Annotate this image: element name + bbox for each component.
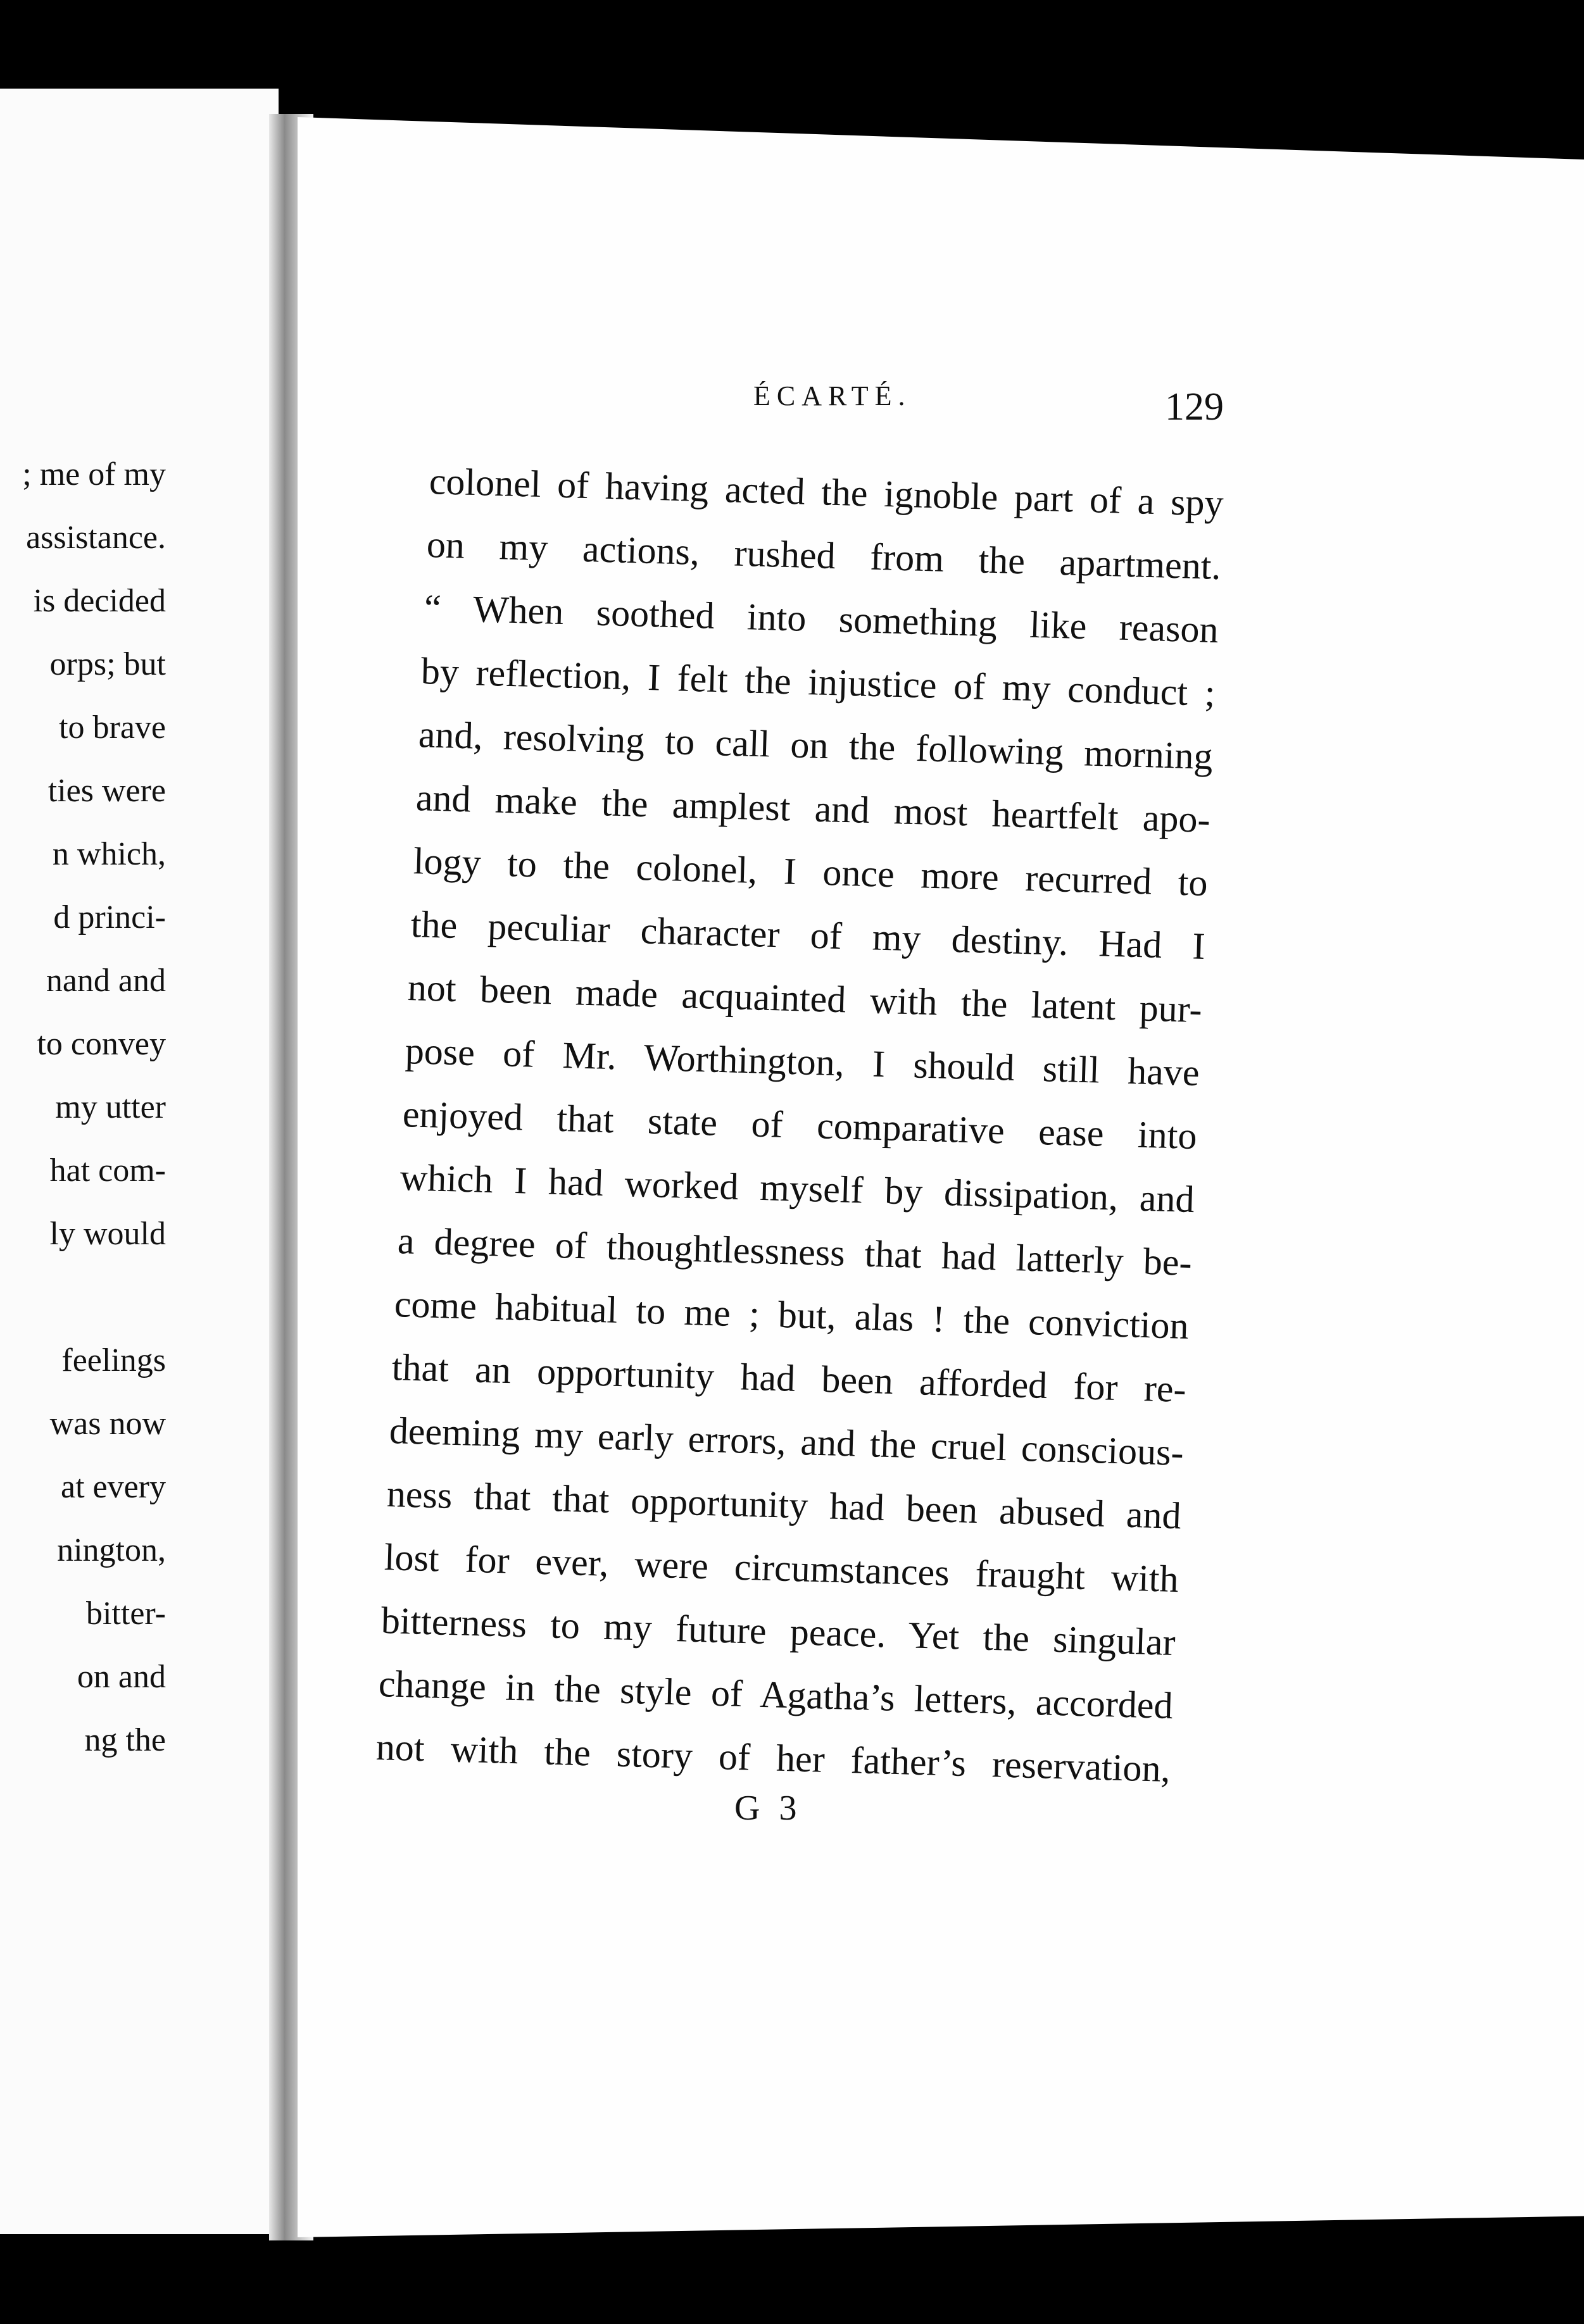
left-page-line: ly would: [49, 1216, 166, 1252]
left-page-line: n which,: [52, 836, 166, 872]
body-line: ness that that opportunity had been abused and: [386, 1473, 1182, 1537]
left-page-line: assistance.: [26, 520, 166, 556]
left-page-line: nand and: [46, 963, 166, 999]
left-page-line: on and: [77, 1659, 166, 1695]
left-page-line: hat com-: [49, 1153, 166, 1189]
left-page-line: orps; but: [49, 646, 166, 682]
left-page-line: to brave: [59, 709, 166, 746]
body-line: not with the story of her father’s reservation,: [375, 1726, 1171, 1790]
body-line: pose of Mr. Worthington, I should still have: [405, 1030, 1200, 1094]
body-line: and make the amplest and most heartfelt apo-: [415, 777, 1211, 841]
body-line: enjoyed that state of comparative ease into: [402, 1093, 1198, 1158]
body-line: change in the style of Agatha’s letters, accorded: [378, 1663, 1174, 1727]
left-page-line: is decided: [33, 583, 166, 619]
page-number: 129: [1165, 385, 1224, 428]
body-line: and, resolving to call on the following morning: [418, 713, 1214, 778]
left-page-line: ng the: [84, 1722, 166, 1758]
body-line: on my actions, rushed from the apartment.: [425, 523, 1222, 588]
signature-mark: G 3: [734, 1789, 802, 1828]
body-line: by reflection, I felt the injustice of my conduct ;: [420, 650, 1216, 715]
body-line: deeming my early errors, and the cruel conscious-: [389, 1409, 1185, 1474]
left-page-line: ; me of my: [22, 456, 166, 492]
left-page-line: feelings: [61, 1342, 166, 1378]
left-page-line: nington,: [57, 1532, 166, 1568]
left-page-line: ties were: [47, 773, 166, 809]
left-page-line: was now: [49, 1406, 166, 1442]
left-page-line: bitter-: [85, 1596, 166, 1632]
body-line: come habitual to me ; but, alas ! the conviction: [394, 1283, 1190, 1347]
body-line: not been made acquainted with the latent pur-: [407, 966, 1203, 1031]
body-line: colonel of having acted the ignoble part of a spy: [429, 460, 1224, 525]
body-line: which I had worked myself by dissipation, and: [399, 1156, 1195, 1221]
left-page-line: to convey: [37, 1026, 166, 1062]
body-line: bitterness to my future peace. Yet the singular: [380, 1599, 1176, 1664]
running-head: ÉCARTÉ.: [753, 380, 912, 411]
left-page-line: at every: [60, 1469, 166, 1505]
body-line: a degree of thoughtlessness that had latterly be-: [396, 1220, 1193, 1284]
body-line: logy to the colonel, I once more recurred to: [412, 840, 1209, 904]
body-line: that an opportunity had been afforded for re-: [391, 1346, 1187, 1411]
body-line: “ When soothed into something like reason: [423, 587, 1219, 651]
body-line: the peculiar character of my destiny. Had I: [410, 903, 1206, 968]
body-line: lost for ever, were circumstances fraught with: [383, 1536, 1179, 1601]
left-page-line: my utter: [55, 1089, 166, 1125]
left-page-line: d princi-: [53, 899, 166, 935]
